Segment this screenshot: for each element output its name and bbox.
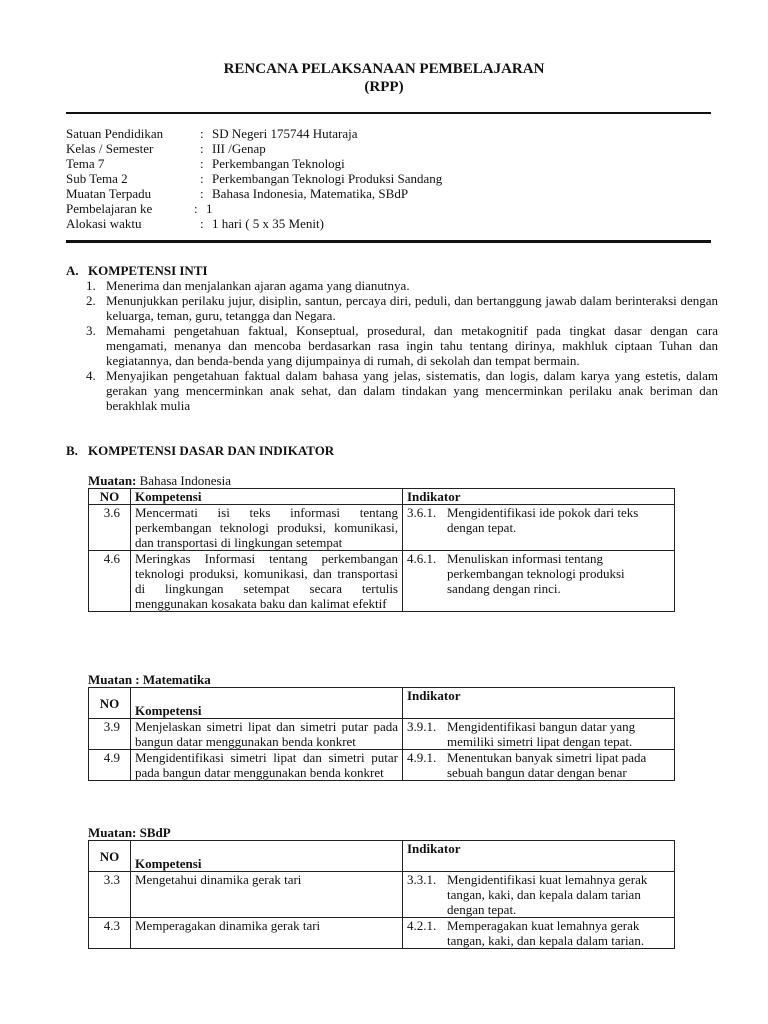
item-number: 1. <box>86 278 96 293</box>
cell-kompetensi: Menjelaskan simetri lipat dan simetri putar pada bangun datar menggunakan benda konkret <box>131 719 403 750</box>
info-row <box>66 186 711 201</box>
table-row <box>89 719 675 750</box>
info-label: Tema 7 <box>66 156 105 171</box>
indicator-text: Memperagakan kuat lemahnya gerak tangan, kaki, dan kepala dalam tarian. <box>447 918 645 948</box>
section-letter: A. <box>66 263 79 278</box>
item-text: Menunjukkan perilaku jujur, disiplin, santun, percaya diri, peduli, dan bertanggung jawab dalam berinteraksi dengan keluarga, teman, guru, tetangga dan Negara. <box>106 293 718 323</box>
info-value: 1 <box>206 201 213 216</box>
indicator-text-continued: dengan tepat. <box>447 520 517 535</box>
info-colon: : <box>200 216 204 231</box>
indicator-code: 4.2.1. <box>407 918 437 933</box>
info-value: SD Negeri 175744 Hutaraja <box>212 126 358 141</box>
cell-indikator <box>403 719 675 750</box>
cell-no: 3.6 <box>89 505 131 551</box>
item-number: 2. <box>86 293 96 308</box>
info-label: Kelas / Semester <box>66 141 154 156</box>
info-row <box>66 216 711 231</box>
indicator-code: 3.3.1. <box>407 872 437 887</box>
table-header-row <box>89 489 675 505</box>
list-item <box>86 278 718 293</box>
cell-no: 3.3 <box>89 872 131 918</box>
header-no: NO <box>89 841 131 872</box>
cell-no: 4.9 <box>89 750 131 781</box>
identity-block <box>66 126 711 231</box>
info-row <box>66 201 711 216</box>
indicator-text: Menuliskan informasi tentang perkembangan teknologi produksi sandang dengan rinci. <box>447 551 625 596</box>
table-row <box>89 551 675 612</box>
section-letter: B. <box>66 443 78 458</box>
muatan-prefix: Muatan: <box>88 473 137 488</box>
top-divider <box>66 112 711 114</box>
info-row <box>66 141 711 156</box>
muatan-matematika-label: Muatan : Matematika <box>88 672 211 687</box>
item-number: 4. <box>86 368 96 383</box>
item-text: Memahami pengetahuan faktual, Konseptual, prosedural, dan metakognitif pada tingkat dasar dengan cara mengamati, menanya dan mencoba berdasarkan rasa ingin tahu tentang dirinya, makhluk ciptaan Tuhan dan kegiatannya, dan benda-benda yang dijumpainya di rumah, di sekolah dan tempat bermain. <box>106 323 718 368</box>
header-kompetensi: Kompetensi <box>131 841 403 872</box>
info-label: Pembelajaran ke <box>66 201 153 216</box>
header-indikator: Indikator <box>403 489 675 505</box>
indicator-code: 4.6.1. <box>407 551 437 566</box>
info-label: Muatan Terpadu <box>66 186 152 201</box>
cell-indikator <box>403 918 675 949</box>
section-title: KOMPETENSI INTI <box>88 263 208 278</box>
list-item <box>86 323 718 368</box>
muatan-bahasa-indonesia-label <box>88 473 231 488</box>
cell-kompetensi: Mencermati isi teks informasi tentang perkembangan teknologi produksi, komunikasi, dan transportasi di lingkungan setempat <box>131 505 403 551</box>
indicator-code: 3.6.1. <box>407 505 437 520</box>
info-value: Bahasa Indonesia, Matematika, SBdP <box>212 186 409 201</box>
indicator-text: Mengidentifikasi kuat lemahnya gerak tangan, kaki, dan kepala dalam tarian dengan tepat. <box>447 872 648 917</box>
info-label: Satuan Pendidikan <box>66 126 164 141</box>
muatan-name: Bahasa Indonesia <box>139 473 231 488</box>
item-number: 3. <box>86 323 96 338</box>
info-colon: : <box>194 201 198 216</box>
cell-indikator <box>403 551 675 612</box>
cell-kompetensi: Meringkas Informasi tentang perkembangan teknologi produksi, komunikasi, dan transportasi di lingkungan setempat secara tertulis menggunakan kosakata baku dan kalimat efektif <box>131 551 403 612</box>
info-value: Perkembangan Teknologi <box>212 156 345 171</box>
info-colon: : <box>200 141 204 156</box>
indicator-code: 3.9.1. <box>407 719 437 734</box>
table-row <box>89 872 675 918</box>
cell-no: 4.3 <box>89 918 131 949</box>
document-subtitle: (RPP) <box>364 79 404 95</box>
info-colon: : <box>200 126 204 141</box>
indicator-text: Menentukan banyak simetri lipat pada sebuah bangun datar dengan benar <box>447 750 647 780</box>
header-indikator: Indikator <box>403 688 675 719</box>
cell-kompetensi: Memperagakan dinamika gerak tari <box>131 918 403 949</box>
item-text: Menerima dan menjalankan ajaran agama yang dianutnya. <box>106 278 410 293</box>
kompetensi-inti-list <box>86 278 718 413</box>
cell-indikator <box>403 750 675 781</box>
info-row <box>66 156 711 171</box>
cell-no: 4.6 <box>89 551 131 612</box>
indicator-text: Mengidentifikasi ide pokok dari teks <box>447 505 639 520</box>
info-value: 1 hari ( 5 x 35 Menit) <box>212 216 324 231</box>
section-title: KOMPETENSI DASAR DAN INDIKATOR <box>88 443 335 458</box>
header-kompetensi: Kompetensi <box>131 688 403 719</box>
section-a-heading <box>66 263 208 278</box>
table-bahasa-indonesia <box>88 488 675 612</box>
header-indikator: Indikator <box>403 841 675 872</box>
info-value: III /Genap <box>212 141 266 156</box>
info-label: Alokasi waktu <box>66 216 142 231</box>
header-kompetensi: Kompetensi <box>131 489 403 505</box>
info-value: Perkembangan Teknologi Produksi Sandang <box>212 171 443 186</box>
info-colon: : <box>200 171 204 186</box>
cell-indikator <box>403 872 675 918</box>
table-row <box>89 918 675 949</box>
info-colon: : <box>200 186 204 201</box>
item-text: Menyajikan pengetahuan faktual dalam bahasa yang jelas, sistematis, dan logis, dalam karya yang estetis, dalam gerakan yang mencerminkan anak sehat, dan dalam tindakan yang mencerminkan perilaku anak beriman dan berakhlak mulia <box>106 368 718 413</box>
indicator-text: Mengidentifikasi bangun datar yang memiliki simetri lipat dengan tepat. <box>447 719 636 749</box>
info-colon: : <box>200 156 204 171</box>
document-title: RENCANA PELAKSANAAN PEMBELAJARAN <box>223 61 545 77</box>
table-matematika <box>88 687 675 781</box>
info-row <box>66 171 711 186</box>
muatan-sbdp-label: Muatan: SBdP <box>88 825 171 840</box>
list-item <box>86 293 718 323</box>
bottom-divider <box>66 240 711 243</box>
section-b-heading <box>66 443 334 458</box>
indicator-code: 4.9.1. <box>407 750 437 765</box>
table-header-row <box>89 688 675 719</box>
table-header-row <box>89 841 675 872</box>
cell-no: 3.9 <box>89 719 131 750</box>
header-no: NO <box>89 489 131 505</box>
cell-kompetensi: Mengetahui dinamika gerak tari <box>131 872 403 918</box>
table-row <box>89 505 675 551</box>
cell-kompetensi: Mengidentifikasi simetri lipat dan simetri putar pada bangun datar menggunakan benda konkret <box>131 750 403 781</box>
cell-indikator <box>403 505 675 551</box>
header-no: NO <box>89 688 131 719</box>
info-row <box>66 126 711 141</box>
table-sbdp <box>88 840 675 949</box>
list-item <box>86 368 718 413</box>
table-row <box>89 750 675 781</box>
info-label: Sub Tema 2 <box>66 171 128 186</box>
